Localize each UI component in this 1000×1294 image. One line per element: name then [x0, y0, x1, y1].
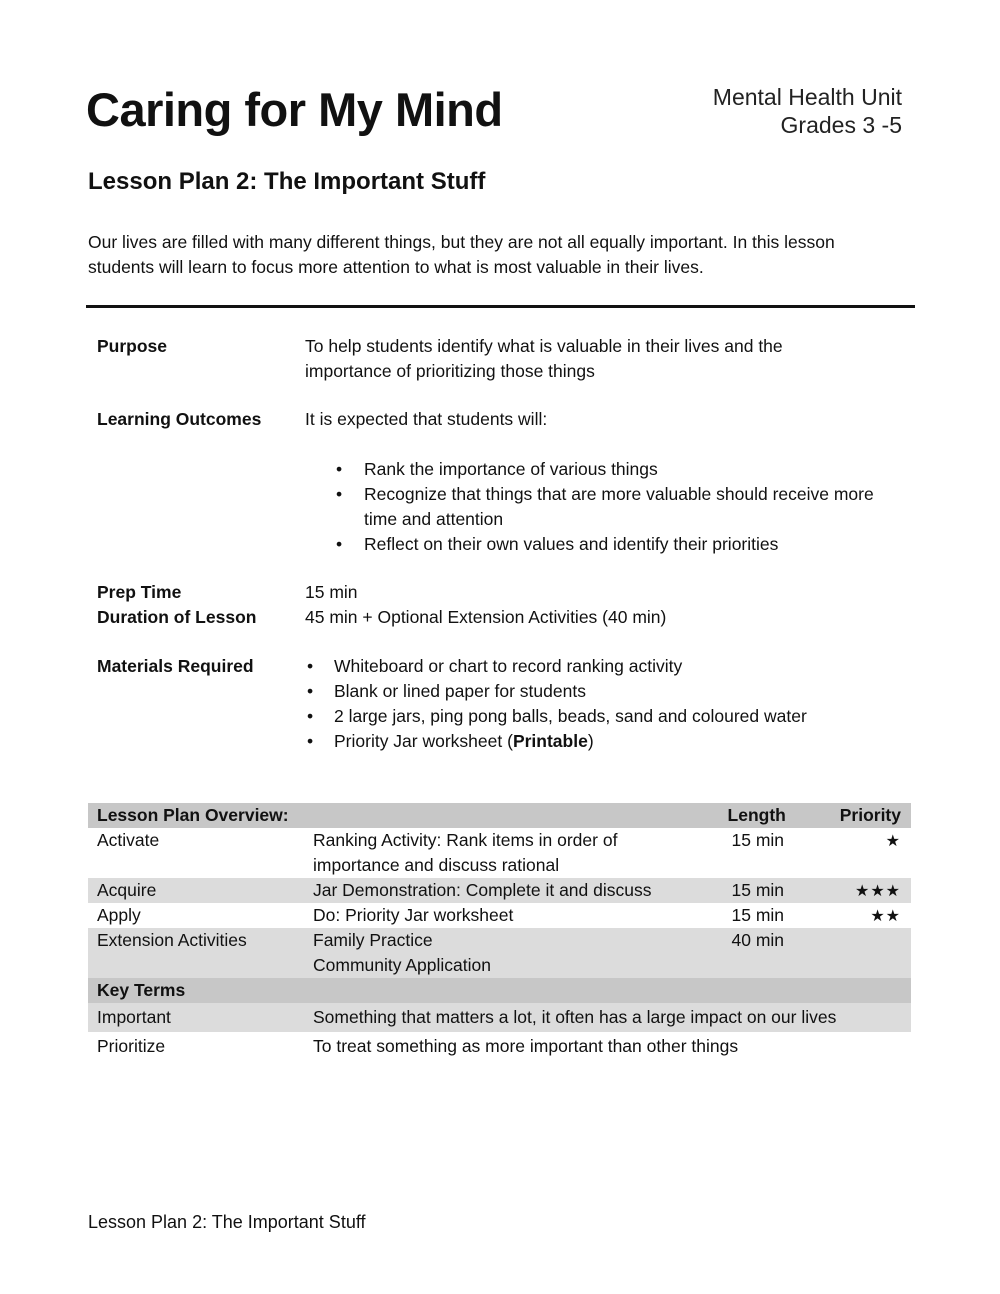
table-row: [88, 828, 911, 878]
list-item: • 2 large jars, ping pong balls, beads, sand and coloured water: [305, 704, 910, 729]
prep-label: Prep Time: [97, 582, 182, 602]
definition-cell: Something that matters a lot, it often has a large impact on our lives: [313, 1003, 911, 1032]
table-row: [88, 1003, 911, 1032]
description-line: Family Practice: [313, 930, 433, 950]
page-title: Caring for My Mind: [86, 83, 503, 136]
lesson-intro: [88, 230, 908, 280]
term-cell: Important: [88, 1003, 313, 1032]
section-divider: [86, 305, 915, 308]
overview-table: [88, 803, 911, 1059]
intro-line-1: Our lives are filled with many different things, but they are not all equally important. In this lesson: [88, 232, 835, 252]
table-row: [88, 1032, 911, 1059]
description-cell: [313, 828, 728, 878]
description-line: Ranking Activity: Rank items in order of: [313, 830, 618, 850]
phase-cell: Acquire: [88, 878, 313, 903]
length-cell: 40 min: [728, 928, 821, 978]
term-cell: Prioritize: [97, 1036, 166, 1056]
list-item: • Blank or lined paper for students: [305, 679, 910, 704]
table-row: [88, 903, 911, 928]
length-cell: 15 min: [728, 878, 821, 903]
grade-range: Grades 3 -5: [780, 112, 902, 138]
purpose-value: [305, 334, 910, 384]
priority-cell: [821, 903, 911, 928]
definition-cell: To treat something as more important than other things: [313, 1036, 739, 1056]
outcomes-label: Learning Outcomes: [97, 409, 262, 429]
prep-value: 15 min: [305, 582, 358, 602]
outcome-line-2: time and attention: [364, 509, 504, 529]
worksheet-text-end: ): [587, 731, 594, 751]
list-item: [305, 729, 910, 754]
overview-header: Lesson Plan Overview:: [88, 803, 728, 828]
star-icon: ★★★: [854, 881, 901, 900]
description-cell: Jar Demonstration: Complete it and discuss: [313, 878, 728, 903]
materials-list: [305, 654, 910, 754]
priority-cell: [821, 878, 911, 903]
list-item: • Rank the importance of various things: [305, 457, 910, 482]
printable-link[interactable]: Printable: [512, 731, 588, 751]
duration-value: 45 min + Optional Extension Activities (40 min): [305, 607, 667, 627]
length-cell: 15 min: [731, 905, 785, 925]
materials-value: [305, 654, 910, 754]
list-item: [305, 482, 910, 532]
purpose-line-2: importance of prioritizing those things: [305, 361, 595, 381]
table-row: [88, 878, 911, 903]
lesson-heading: Lesson Plan 2: The Important Stuff: [88, 168, 486, 195]
purpose-label: Purpose: [97, 336, 168, 356]
intro-line-2: students will learn to focus more attention to what is most valuable in their lives.: [88, 257, 704, 277]
priority-cell: [821, 928, 911, 978]
page-footer: Lesson Plan 2: The Important Stuff: [88, 1212, 366, 1232]
materials-label: Materials Required: [97, 656, 254, 676]
phase-cell: Activate: [97, 830, 160, 850]
star-icon: ★: [885, 831, 901, 850]
overview-header-row: [88, 803, 911, 828]
table-row: [88, 928, 911, 978]
duration-label: Duration of Lesson: [97, 607, 257, 627]
description-line: importance and discuss rational: [313, 855, 560, 875]
phase-cell: Extension Activities: [88, 928, 313, 978]
outcomes-intro: It is expected that students will:: [305, 409, 548, 429]
worksheet-text: Priority Jar worksheet (: [334, 731, 513, 751]
description-line: Community Application: [313, 955, 491, 975]
outcomes-value: [305, 407, 910, 557]
list-item: • Whiteboard or chart to record ranking activity: [305, 654, 910, 679]
star-icon: ★★: [870, 906, 901, 925]
description-cell: Do: Priority Jar worksheet: [313, 905, 514, 925]
unit-name: Mental Health Unit: [712, 84, 902, 110]
unit-info: [713, 83, 902, 139]
purpose-line-1: To help students identify what is valuable in their lives and the: [305, 336, 783, 356]
key-terms-header-row: [88, 978, 911, 1003]
list-item: • Reflect on their own values and identify their priorities: [305, 532, 910, 557]
description-cell: [313, 928, 728, 978]
length-cell: 15 min: [731, 830, 785, 850]
priority-cell: [821, 828, 911, 878]
outcome-line-1: Recognize that things that are more valuable should receive more: [364, 484, 874, 504]
outcomes-list: [305, 457, 910, 557]
length-header: Length: [728, 803, 821, 828]
key-terms-header: Key Terms: [88, 978, 911, 1003]
priority-header: Priority: [821, 803, 911, 828]
phase-cell: Apply: [97, 905, 141, 925]
